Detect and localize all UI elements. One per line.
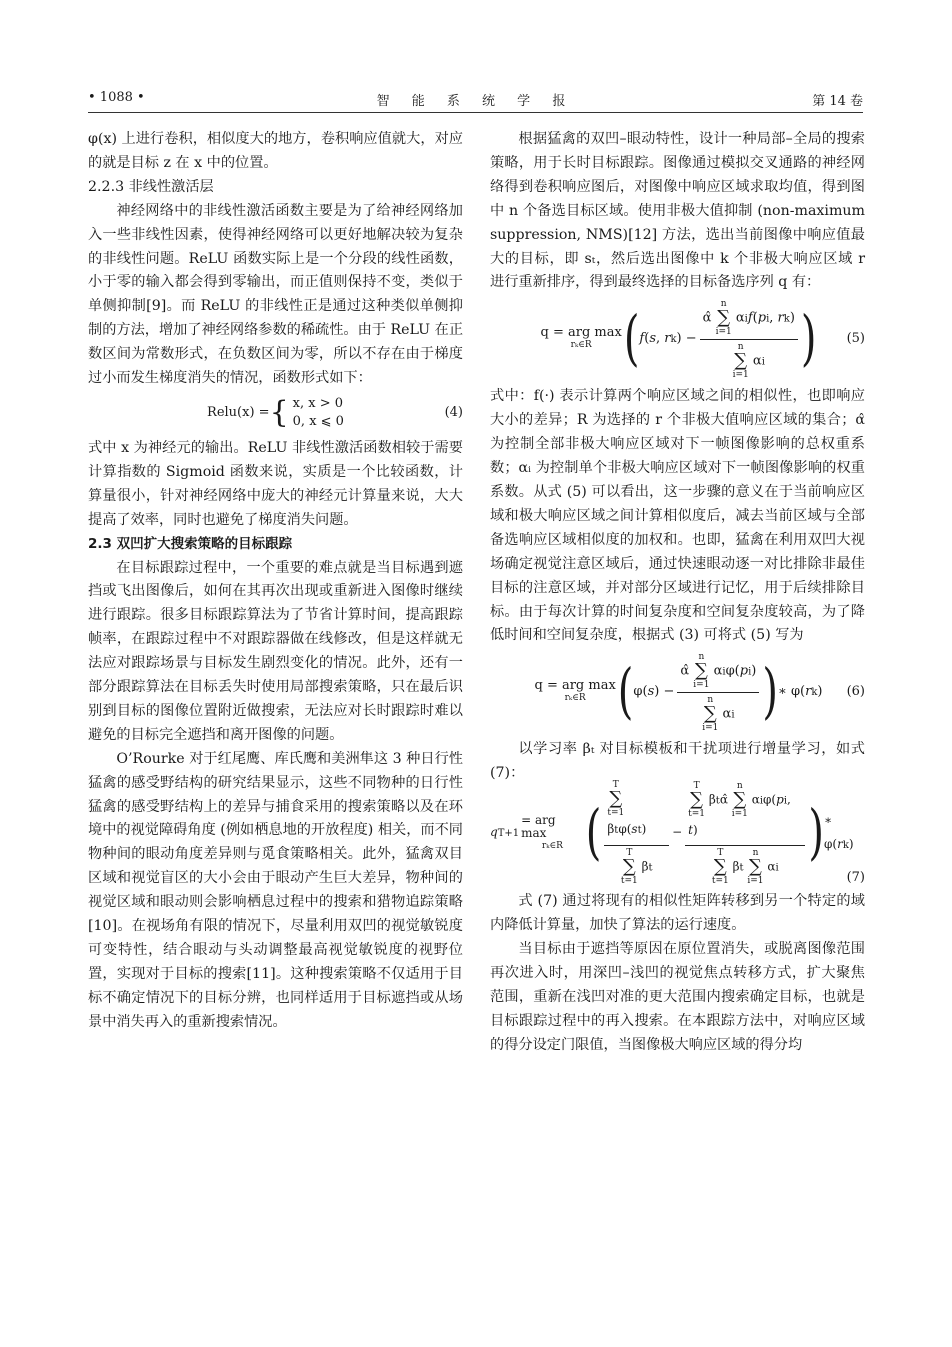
paragraph: 式中：f(·) 表示计算两个响应区域之间的相似性，也即响应大小的差异；R 为选择的 r 个非极大值响应区域的集合；α̂ 为控制全部非极大响应区域对下一帧图像影响的总权重系数；αᵢ 为控制单个非极大响应区域对下一帧图像影响的权重系数。从式 (5) 可以看出，这一步骤的意义在于当前响应区域和极大响应区域之间计算相似度后，减去当前区域与全部备选响应区域相似度的加权和。也即，猛禽在利用双凹大视场确定视觉注意区域后，通过快速眼动逐一对比排除非最佳目标的注意区域，并对部分区域进行记忆，用于后续排除目标。由于每次计算的时间复杂度和空间复杂度较高，为了降低时间和空间复杂度，根据式 (3) 可将式 (5) 写为 bbox=[490, 388, 865, 644]
page-number: • 1088 • bbox=[88, 90, 145, 105]
paren-left: ( bbox=[623, 304, 640, 374]
paragraph: φ(x) 上进行卷积，相似度大的地方，卷积响应值就大，对应的就是目标 z 在 x 中的位置。 bbox=[88, 131, 463, 171]
paren-left: ( bbox=[585, 798, 602, 868]
section-heading-2-2-3: 2.2.3 非线性激活层 bbox=[88, 178, 214, 195]
equation-number: (6) bbox=[846, 684, 865, 700]
equation-cases bbox=[293, 395, 344, 431]
section-heading-2-3: 2.3 双凹扩大搜索策略的目标跟踪 bbox=[88, 535, 293, 552]
equation-number: (5) bbox=[846, 331, 865, 347]
equation-4 bbox=[88, 395, 463, 431]
paragraph: 以学习率 βₜ 对目标模板和干扰项进行增量学习，如式 (7)： bbox=[490, 741, 865, 782]
left-column bbox=[88, 128, 463, 1035]
paragraph: 神经网络中的非线性激活函数主要是为了给神经网络加入一些非线性因素，使得神经网络可以更好地解决较为复杂的非线性问题。ReLU 函数实际上是一个分段的线性函数，小于零的输入都会得到零输出，而正值则保持不变，类似于单侧抑制[9]。而 ReLU 的非线性正是通过这种类似单侧抑制的方法，增加了神经网络参数的稀疏性。由于 ReLU 在正数区间为常数形式，在负数区间为零，所以不存在由于梯度过小而发生梯度消失的情况，函数形式如下： bbox=[88, 202, 464, 387]
equation-lhs: Relu(x) = bbox=[207, 405, 270, 421]
paren-right: ) bbox=[762, 657, 778, 727]
case-positive: x, x > 0 bbox=[292, 395, 344, 411]
term: ∗ φ(rk) bbox=[777, 683, 823, 699]
equation-lhs: qT+1 bbox=[490, 824, 520, 839]
paren-right: ) bbox=[808, 798, 825, 868]
volume-label: 第 14 卷 bbox=[812, 94, 863, 109]
equation-7: qT+1 = arg max rₖ∈R ( T ∑ t=1 βtφ(st) T ∑ t=1 βt − T ∑ t=1 βtα̂ n ∑ i=1 αiφ(pi, t) T ∑ t=1 βt n ∑ i=1 αi ) ∗ φ(rk) (7) bbox=[490, 790, 865, 876]
paragraph: 在目标跟踪过程中，一个重要的难点就是当目标遇到遮挡或飞出图像后，如何在其再次出现或重新进入图像时继续进行跟踪。很多目标跟踪算法为了节省计算时间，提高跟踪帧率，在跟踪过程中不对跟踪器做在线修改，但是这样就无法应对跟踪场景与目标发生剧烈变化的情况。此外，还有一部分跟踪算法在目标丢失时使用局部搜索策略，只在最后识别到目标的图像位置附近做搜索，无法应对长时跟踪时难以避免的目标完全遮挡和离开图像的问题。 bbox=[88, 559, 463, 743]
argmax: q = arg max rₖ∈R bbox=[534, 678, 616, 704]
term: f(s, rk) − bbox=[639, 330, 697, 346]
fraction: α̂ n ∑ i=1 αif(pi, rk) n ∑ i=1 αi bbox=[700, 299, 798, 380]
running-header bbox=[88, 88, 863, 113]
equation-6 bbox=[490, 652, 865, 732]
paragraph: 根据猛禽的双凹–眼动特性，设计一种局部–全局的搜索策略，用于长时目标跟踪。图像通过模拟交叉通路的神经网络得到卷积响应图后，对图像中响应区域求取均值，得到图中 n 个备选目标区域。使用非极大值抑制 (non-maximum suppression, NMS)[12] 方法，选出当前图像中响应值最大的目标，即 sₜ，然后选出图像中 k 个非极大响应区域 r 进行重新排序，得到最终选择的目标备选序列 q 有： bbox=[490, 131, 865, 291]
argmax: q = arg max rₖ∈R bbox=[540, 325, 622, 351]
right-column bbox=[490, 128, 865, 1057]
paragraph: O’Rourke 对于红尾鹰、库氏鹰和美洲隼这 3 种日行性猛禽的感受野结构的研究结果显示，这些不同物种的日行性猛禽的感受野结构上的差异与捕食采用的搜索策略以及在环境中的视觉障碍角度 (例如栖息地的开放程度) 相关，而不同物种间的眼动角度差异则与觅食策略相关。此外，猛禽双目区域和视觉盲区的大小会由于眼动产生巨大差异，物种间的视觉区域和眼动则会影响栖息过程中的搜索和猎物追踪策略[10]。在视场角有限的情况下，尽量利用双凹的视觉敏锐度可变特性，结合眼动与头动调整最高视觉敏锐度的视野位置，实现对于目标的搜索[11]。这种搜索策略不仅适用于目标不确定情况下的目标分辨，也同样适用于目标遮挡或从场景中消失再入的重新搜索情况。 bbox=[88, 750, 463, 1030]
paren-left: ( bbox=[617, 657, 634, 727]
paragraph: 式中 x 为神经元的输出。ReLU 非线性激活函数相较于需要计算指数的 Sigmoid 函数来说，实质是一个比较函数，计算量很小，针对神经网络中庞大的神经元计算量来说，大大提高了效率，同时也避免了梯度消失问题。 bbox=[88, 439, 463, 528]
journal-title: 智 能 系 统 学 报 bbox=[376, 94, 575, 109]
paragraph: 当目标由于遮挡等原因在原位置消失，或脱离图像范围再次进入时，用深凹–浅凹的视觉焦点转移方式，扩大聚焦范围，重新在浅凹对准的更大范围内搜索确定目标，也就是目标跟踪过程中的再入搜索。在本跟踪方法中，对响应区域的得分设定门限值，当图像极大响应区域的得分均 bbox=[490, 940, 865, 1053]
equation-number: (4) bbox=[444, 405, 463, 421]
argmax: = arg max rₖ∈R bbox=[521, 812, 563, 851]
fraction: α̂ n ∑ i=1 αiφ(pi) n ∑ i=1 αi bbox=[677, 652, 759, 733]
fraction: T ∑ t=1 βtα̂ n ∑ i=1 αiφ(pi, t) T ∑ t=1 βt n ∑ i=1 αi bbox=[685, 781, 805, 886]
equation-brace: { bbox=[269, 395, 289, 431]
paren-right: ) bbox=[800, 304, 817, 374]
fraction: T ∑ t=1 βtφ(st) T ∑ t=1 βt bbox=[604, 780, 669, 886]
equation-number: (7) bbox=[846, 870, 865, 886]
term: φ(s) − bbox=[633, 684, 675, 700]
paragraph: 式 (7) 通过将现有的相似性矩阵转移到另一个特定的域内降低计算量，加快了算法的运行速度。 bbox=[490, 893, 865, 934]
case-nonpositive: 0, x ⩽ 0 bbox=[292, 413, 344, 429]
equation-5 bbox=[490, 299, 865, 379]
